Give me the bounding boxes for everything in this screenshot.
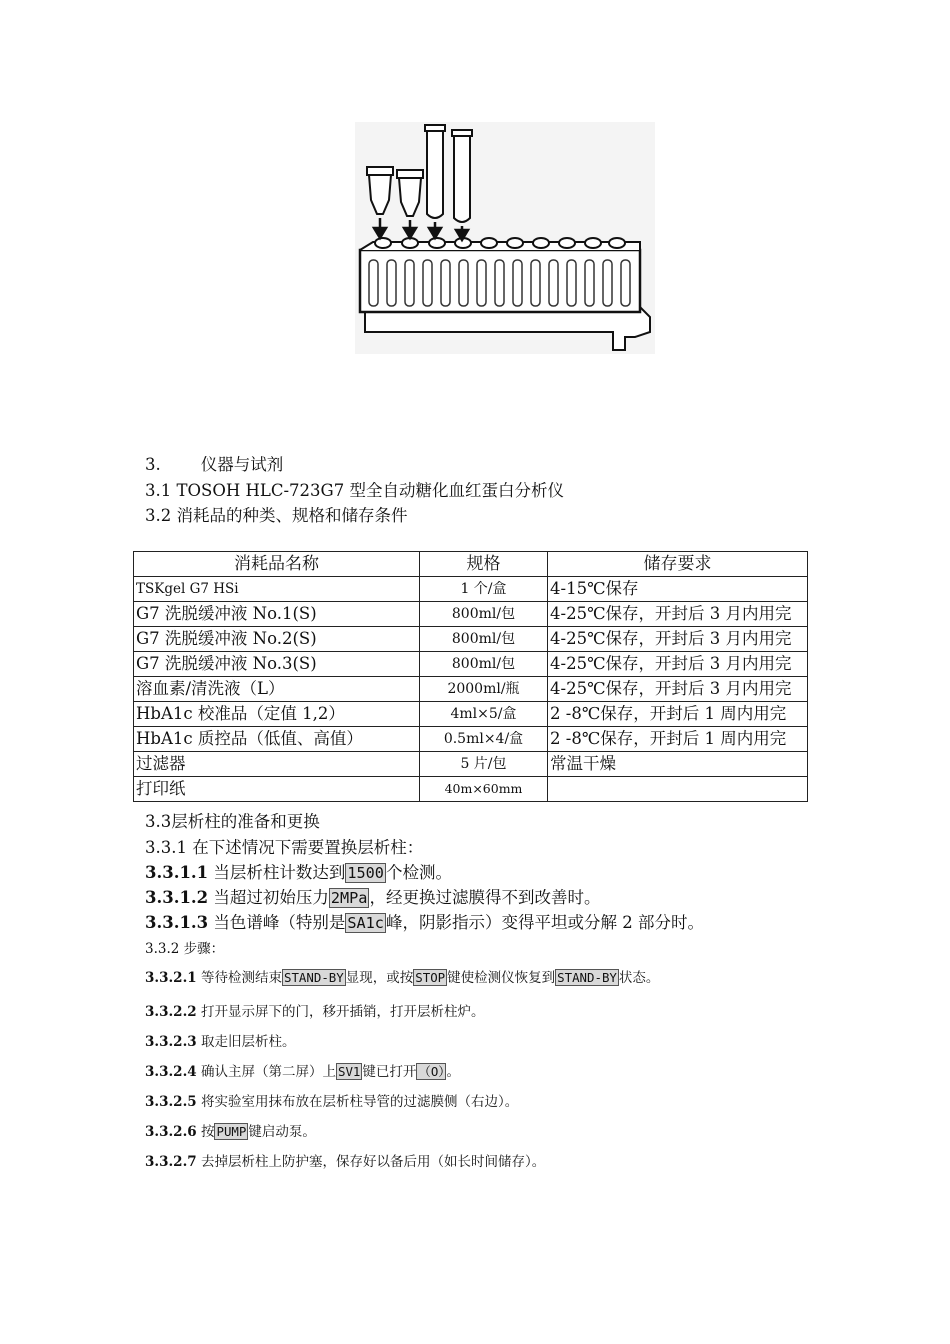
cell-storage bbox=[548, 777, 808, 802]
step-number: 3.3.2.3 bbox=[145, 1034, 197, 1050]
step-text: 状态。 bbox=[618, 970, 660, 986]
item-text: 峰，阴影指示）变得平坦或分解 2 部分时。 bbox=[385, 913, 704, 932]
standby-key: STAND-BY bbox=[557, 970, 617, 985]
cell-name: HbA1c 校准品（定值 1,2） bbox=[134, 702, 420, 727]
item-text: 当超过初始压力 bbox=[213, 888, 329, 907]
cell-name: G7 洗脱缓冲液 No.2(S) bbox=[134, 627, 420, 652]
step-3-3-2-2 bbox=[145, 1000, 484, 1024]
table-header-row bbox=[134, 552, 808, 577]
table-row bbox=[134, 702, 808, 727]
step-text: 将实验室用抹布放在层析柱导管的过滤膜侧（右边）。 bbox=[200, 1094, 519, 1110]
table-row bbox=[134, 577, 808, 602]
step-number: 3.3.2.7 bbox=[145, 1154, 197, 1170]
item-text: 个检测。 bbox=[385, 863, 452, 882]
step-text: 打开显示屏下的门，移开插销，打开层析柱炉。 bbox=[200, 1004, 485, 1020]
cell-storage: 4-25℃保存，开封后 3 月内用完 bbox=[548, 652, 808, 677]
step-text: 去掉层析柱上防护塞，保存好以备后用（如长时间储存）。 bbox=[200, 1154, 546, 1170]
item-3-3-1-1 bbox=[145, 861, 452, 885]
cell-name: TSKgel G7 HSi bbox=[134, 577, 420, 602]
step-text: 。 bbox=[446, 1064, 460, 1080]
sample-rack-illustration bbox=[355, 122, 655, 354]
step-text: 键使检测仪恢复到 bbox=[447, 970, 556, 986]
section-3-3-1-heading bbox=[145, 836, 423, 860]
section-number: 3.2 bbox=[145, 506, 172, 525]
table-row bbox=[134, 602, 808, 627]
section-number: 3. bbox=[145, 455, 161, 474]
step-text: 取走旧层析柱。 bbox=[200, 1034, 296, 1050]
consumables-table bbox=[133, 551, 808, 802]
section-title: TOSOH HLC-723G7 型全自动糖化血红蛋白分析仪 bbox=[176, 481, 564, 500]
item-number: 3.3.1.2 bbox=[145, 888, 209, 907]
table-row bbox=[134, 627, 808, 652]
cell-name: 打印纸 bbox=[134, 777, 420, 802]
cell-storage: 4-25℃保存，开封后 3 月内用完 bbox=[548, 602, 808, 627]
cell-storage: 2 -8℃保存，开封后 1 周内用完 bbox=[548, 702, 808, 727]
section-title: 层析柱的准备和更换 bbox=[171, 812, 320, 831]
cell-name: 溶血素/清洗液（L） bbox=[134, 677, 420, 702]
cell-storage: 4-25℃保存，开封后 3 月内用完 bbox=[548, 677, 808, 702]
table-row bbox=[134, 727, 808, 752]
section-3-2-heading bbox=[145, 504, 408, 528]
section-3-3-2-heading bbox=[145, 937, 224, 961]
table-row bbox=[134, 777, 808, 802]
sv1-key: SV1 bbox=[337, 1064, 361, 1079]
cell-name: G7 洗脱缓冲液 No.3(S) bbox=[134, 652, 420, 677]
pump-key: PUMP bbox=[216, 1124, 247, 1139]
item-3-3-1-2 bbox=[145, 886, 600, 910]
cell-spec: 40m×60mm bbox=[420, 777, 548, 802]
step-number: 3.3.2.2 bbox=[145, 1004, 197, 1020]
cell-name: HbA1c 质控品（低值、高值） bbox=[134, 727, 420, 752]
step-number: 3.3.2.5 bbox=[145, 1094, 197, 1110]
step-3-3-2-7 bbox=[145, 1150, 545, 1174]
item-text: 当色谱峰（特别是 bbox=[213, 913, 346, 932]
stop-key: STOP bbox=[415, 970, 446, 985]
section-title: 消耗品的种类、规格和储存条件 bbox=[176, 506, 408, 525]
section-title: 仪器与试剂 bbox=[200, 455, 284, 474]
cell-spec: 800ml/包 bbox=[420, 652, 548, 677]
cell-storage: 4-15℃保存 bbox=[548, 577, 808, 602]
step-number: 3.3.2.6 bbox=[145, 1124, 197, 1140]
section-3-3-heading bbox=[145, 810, 320, 834]
section-3-heading bbox=[145, 453, 283, 477]
step-3-3-2-5 bbox=[145, 1090, 518, 1114]
cell-storage: 常温干燥 bbox=[548, 752, 808, 777]
cell-spec: 1 个/盒 bbox=[420, 577, 548, 602]
step-text: 等待检测结束 bbox=[200, 970, 282, 986]
pressure-value-highlight: 2MPa bbox=[330, 889, 368, 907]
section-number: 3.1 bbox=[145, 481, 172, 500]
step-text: 显现，或按 bbox=[345, 970, 414, 986]
item-text: 当层析柱计数达到 bbox=[213, 863, 346, 882]
section-number: 3.3.2 bbox=[145, 941, 180, 957]
cell-spec: 800ml/包 bbox=[420, 602, 548, 627]
step-3-3-2-1 bbox=[145, 966, 659, 990]
open-state-indicator: （O） bbox=[418, 1064, 445, 1079]
peak-name-highlight: SA1c bbox=[347, 914, 384, 932]
cell-spec: 5 片/包 bbox=[420, 752, 548, 777]
step-3-3-2-4 bbox=[145, 1060, 460, 1084]
cell-name: G7 洗脱缓冲液 No.1(S) bbox=[134, 602, 420, 627]
header-storage: 储存要求 bbox=[548, 552, 808, 577]
section-3-1-heading bbox=[145, 479, 564, 503]
header-name: 消耗品名称 bbox=[134, 552, 420, 577]
cell-spec: 2000ml/瓶 bbox=[420, 677, 548, 702]
header-spec: 规格 bbox=[420, 552, 548, 577]
section-title: 在下述情况下需要置换层析柱： bbox=[192, 838, 424, 857]
table-row bbox=[134, 752, 808, 777]
section-title: 步骤： bbox=[183, 941, 225, 957]
item-number: 3.3.1.3 bbox=[145, 913, 209, 932]
step-text: 按 bbox=[200, 1124, 215, 1140]
step-text: 键已打开 bbox=[362, 1064, 417, 1080]
step-text: 键启动泵。 bbox=[248, 1124, 316, 1140]
section-number: 3.3.1 bbox=[145, 838, 187, 857]
step-3-3-2-6 bbox=[145, 1120, 316, 1144]
cell-name: 过滤器 bbox=[134, 752, 420, 777]
cell-storage: 4-25℃保存，开封后 3 月内用完 bbox=[548, 627, 808, 652]
step-number: 3.3.2.1 bbox=[145, 970, 197, 986]
table-row bbox=[134, 652, 808, 677]
rack-drawing bbox=[355, 122, 655, 354]
table-row bbox=[134, 677, 808, 702]
step-number: 3.3.2.4 bbox=[145, 1064, 197, 1080]
count-value-highlight: 1500 bbox=[347, 864, 384, 882]
item-3-3-1-3 bbox=[145, 911, 704, 935]
cell-spec: 4ml×5/盒 bbox=[420, 702, 548, 727]
cell-storage: 2 -8℃保存，开封后 1 周内用完 bbox=[548, 727, 808, 752]
item-text: ，经更换过滤膜得不到改善时。 bbox=[369, 888, 601, 907]
standby-key: STAND-BY bbox=[283, 970, 344, 985]
section-number: 3.3 bbox=[145, 812, 172, 831]
item-number: 3.3.1.1 bbox=[145, 863, 209, 882]
step-text: 确认主屏（第二屏）上 bbox=[200, 1064, 336, 1080]
cell-spec: 0.5ml×4/盒 bbox=[420, 727, 548, 752]
step-3-3-2-3 bbox=[145, 1030, 295, 1054]
cell-spec: 800ml/包 bbox=[420, 627, 548, 652]
